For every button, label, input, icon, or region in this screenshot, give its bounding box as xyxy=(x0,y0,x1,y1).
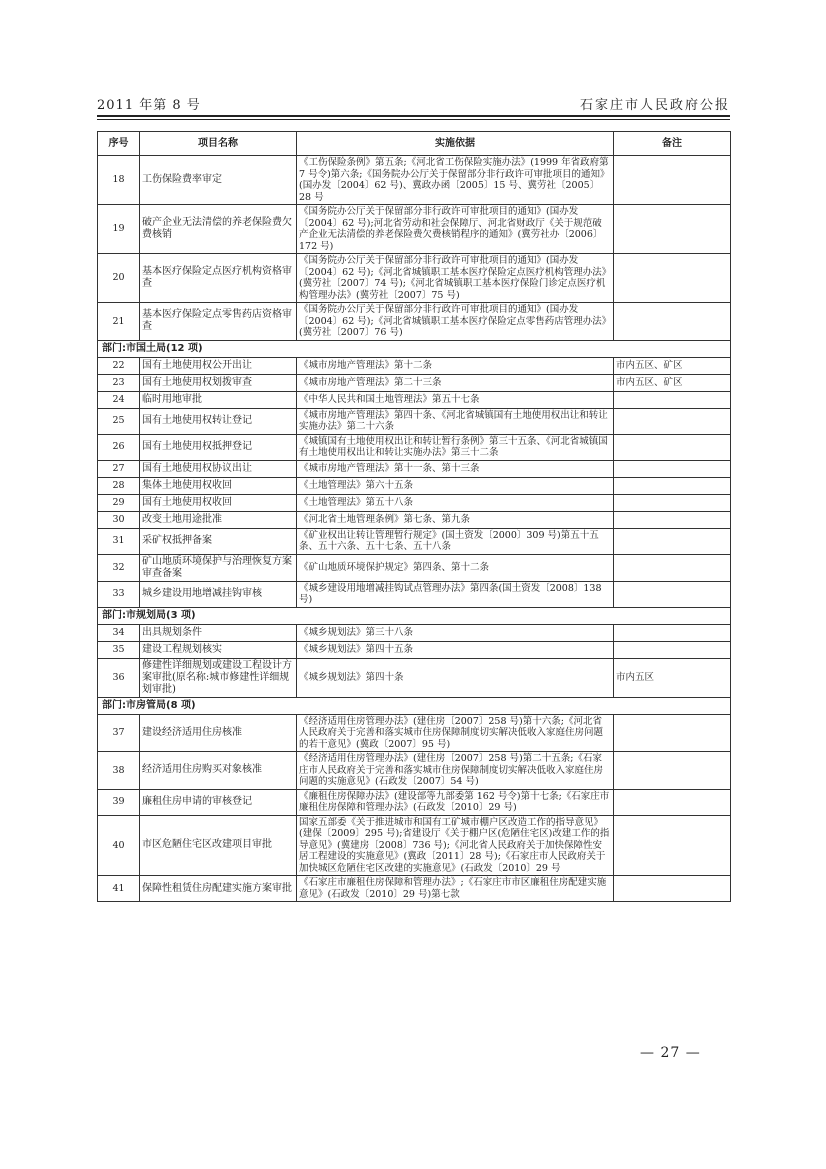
item-name: 城乡建设用地增减挂钩审核 xyxy=(140,581,297,607)
table-row xyxy=(98,460,731,477)
table-row xyxy=(98,374,731,391)
item-basis: 《矿业权出让转让管理暂行规定》(国土资发〔2000〕309 号)第五十五条、五十六条、五十七条、五十八条 xyxy=(297,528,614,554)
item-name: 修建性详细规划或建设工程设计方案审批(原名称:城市修建性详细规划审批) xyxy=(140,658,297,697)
issue-label: 2011 年第 8 号 xyxy=(97,98,201,113)
item-number: 24 xyxy=(98,391,140,408)
department-row xyxy=(98,607,731,624)
department-label: 部门:市房管局(8 项) xyxy=(98,697,731,714)
item-name: 国有土地使用权公开出让 xyxy=(140,357,297,374)
item-note xyxy=(614,876,731,902)
item-name: 廉租住房申请的审核登记 xyxy=(140,789,297,815)
item-number: 36 xyxy=(98,658,140,697)
item-number: 19 xyxy=(98,205,140,254)
table-row xyxy=(98,641,731,658)
item-name: 建设工程规划核实 xyxy=(140,641,297,658)
item-name: 市区危陋住宅区改建项目审批 xyxy=(140,815,297,876)
table-row xyxy=(98,303,731,341)
item-name: 矿山地质环境保护与治理恢复方案审查备案 xyxy=(140,554,297,581)
header-rule-thick xyxy=(97,115,730,117)
item-number: 20 xyxy=(98,254,140,303)
table-row xyxy=(98,477,731,494)
item-number: 26 xyxy=(98,434,140,460)
item-basis: 《城市房地产管理法》第二十三条 xyxy=(297,374,614,391)
table-row xyxy=(98,714,731,752)
item-note xyxy=(614,434,731,460)
table-row xyxy=(98,528,731,554)
item-basis: 国家五部委《关于推进城市和国有工矿城市棚户区改造工作的指导意见》(建保〔2009〕295 号);省建设厅《关于棚户区(危陋住宅区)改建工作的指导意见》(冀建房〔2008〕736 号);《河北省人民政府关于加快保障性安居工程建设的实施意见》(冀政〔2011〕28 号);《石家庄市人民政府关于加快城区危陋住宅区改建的实施意见》(石政发〔2010〕29 号 xyxy=(297,815,614,876)
table-row xyxy=(98,156,731,205)
item-name: 国有土地使用权转让登记 xyxy=(140,408,297,434)
item-name: 破产企业无法清偿的养老保险费欠费核销 xyxy=(140,205,297,254)
item-note xyxy=(614,408,731,434)
table-row xyxy=(98,789,731,815)
table-row xyxy=(98,205,731,254)
item-name: 国有土地使用权划拨审查 xyxy=(140,374,297,391)
column-header-name: 项目名称 xyxy=(140,132,297,156)
item-name: 国有土地使用权收回 xyxy=(140,494,297,511)
item-note xyxy=(614,789,731,815)
table-row xyxy=(98,391,731,408)
item-name: 国有土地使用权抵押登记 xyxy=(140,434,297,460)
table-row xyxy=(98,815,731,876)
item-name: 采矿权抵押备案 xyxy=(140,528,297,554)
item-note xyxy=(614,391,731,408)
table-row xyxy=(98,554,731,581)
item-number: 37 xyxy=(98,714,140,752)
item-number: 39 xyxy=(98,789,140,815)
item-basis: 《城市房地产管理法》第四十条、《河北省城镇国有土地使用权出让和转让实施办法》第二十六条 xyxy=(297,408,614,434)
item-name: 工伤保险费率审定 xyxy=(140,156,297,205)
table-row xyxy=(98,511,731,528)
item-note xyxy=(614,477,731,494)
item-name: 保障性租赁住房配建实施方案审批 xyxy=(140,876,297,902)
column-header-number: 序号 xyxy=(98,132,140,156)
item-note xyxy=(614,581,731,607)
item-number: 18 xyxy=(98,156,140,205)
item-number: 35 xyxy=(98,641,140,658)
item-basis: 《城乡规划法》第四十五条 xyxy=(297,641,614,658)
item-note xyxy=(614,303,731,341)
item-note xyxy=(614,528,731,554)
item-note xyxy=(614,714,731,752)
item-basis: 《城市房地产管理法》第十一条、第十三条 xyxy=(297,460,614,477)
item-name: 基本医疗保险定点零售药店资格审查 xyxy=(140,303,297,341)
item-name: 国有土地使用权协议出让 xyxy=(140,460,297,477)
table-row xyxy=(98,581,731,607)
item-basis: 《经济适用住房管理办法》(建住房〔2007〕258 号)第二十五条;《石家庄市人民政府关于完善和落实城市住房保障制度切实解决低收入家庭住房问题的实施意见》(石政发〔2007〕54 号) xyxy=(297,752,614,790)
item-number: 27 xyxy=(98,460,140,477)
item-note xyxy=(614,554,731,581)
item-basis: 《城乡规划法》第四十条 xyxy=(297,658,614,697)
item-basis: 《城镇国有土地使用权出让和转让暂行条例》第三十五条、《河北省城镇国有土地使用权出让和转让实施办法》第三十二条 xyxy=(297,434,614,460)
item-basis: 《城乡建设用地增减挂钩试点管理办法》第四条(国土资发〔2008〕138 号) xyxy=(297,581,614,607)
item-basis: 《土地管理法》第六十五条 xyxy=(297,477,614,494)
table-row xyxy=(98,624,731,641)
column-header-note: 备注 xyxy=(614,132,731,156)
header-rule-thin xyxy=(97,119,730,120)
item-number: 29 xyxy=(98,494,140,511)
item-name: 改变土地用途批准 xyxy=(140,511,297,528)
item-basis: 《石家庄市廉租住房保障和管理办法》;《石家庄市市区廉租住房配建实施意见》(石政发〔2010〕29 号)第七款 xyxy=(297,876,614,902)
item-note xyxy=(614,494,731,511)
item-note: 市内五区、矿区 xyxy=(614,374,731,391)
item-note xyxy=(614,815,731,876)
item-number: 41 xyxy=(98,876,140,902)
item-number: 40 xyxy=(98,815,140,876)
item-note xyxy=(614,752,731,790)
item-note xyxy=(614,624,731,641)
table-row xyxy=(98,876,731,902)
column-header-basis: 实施依据 xyxy=(297,132,614,156)
department-row xyxy=(98,340,731,357)
table-row xyxy=(98,494,731,511)
page-header xyxy=(97,94,730,114)
item-number: 32 xyxy=(98,554,140,581)
item-name: 集体土地使用权收回 xyxy=(140,477,297,494)
table-row xyxy=(98,658,731,697)
table-row xyxy=(98,357,731,374)
item-note xyxy=(614,205,731,254)
page-number: — 27 — xyxy=(640,1045,701,1061)
item-basis: 《国务院办公厅关于保留部分非行政许可审批项目的通知》(国办发〔2004〕62 号);《河北省城镇职工基本医疗保险定点零售药店管理办法》(冀劳社〔2007〕76 号) xyxy=(297,303,614,341)
item-number: 21 xyxy=(98,303,140,341)
department-label: 部门:市国土局(12 项) xyxy=(98,340,731,357)
item-note: 市内五区 xyxy=(614,658,731,697)
item-basis: 《土地管理法》第五十八条 xyxy=(297,494,614,511)
item-note xyxy=(614,254,731,303)
item-number: 33 xyxy=(98,581,140,607)
item-name: 基本医疗保险定点医疗机构资格审查 xyxy=(140,254,297,303)
item-number: 31 xyxy=(98,528,140,554)
table-body xyxy=(98,156,731,902)
table-row xyxy=(98,752,731,790)
item-basis: 《廉租住房保障办法》(建设部等九部委第 162 号令)第十七条;《石家庄市廉租住房保障和管理办法》(石政发〔2010〕29 号) xyxy=(297,789,614,815)
table-row xyxy=(98,434,731,460)
item-number: 25 xyxy=(98,408,140,434)
item-name: 临时用地审批 xyxy=(140,391,297,408)
item-basis: 《城乡规划法》第三十八条 xyxy=(297,624,614,641)
item-basis: 《国务院办公厅关于保留部分非行政许可审批项目的通知》(国办发〔2004〕62 号);河北省劳动和社会保障厅、河北省财政厅《关于规范破产企业无法清偿的养老保险费欠费核销程序的通知》(冀劳社办〔2006〕172 号) xyxy=(297,205,614,254)
item-basis: 《工伤保险条例》第五条;《河北省工伤保险实施办法》(1999 年省政府第 7 号令)第六条;《国务院办公厅关于保留部分非行政许可审批项目的通知》(国办发〔2004〕62 号)、冀政办函〔2005〕15 号、冀劳社〔2005〕28 号 xyxy=(297,156,614,205)
item-basis: 《矿山地质环境保护规定》第四条、第十二条 xyxy=(297,554,614,581)
item-name: 经济适用住房购买对象核准 xyxy=(140,752,297,790)
item-note xyxy=(614,641,731,658)
item-note xyxy=(614,460,731,477)
items-table xyxy=(97,131,731,902)
item-number: 38 xyxy=(98,752,140,790)
item-number: 23 xyxy=(98,374,140,391)
table-row xyxy=(98,254,731,303)
item-note xyxy=(614,511,731,528)
item-number: 30 xyxy=(98,511,140,528)
department-row xyxy=(98,697,731,714)
item-basis: 《河北省土地管理条例》第七条、第九条 xyxy=(297,511,614,528)
item-basis: 《中华人民共和国土地管理法》第五十七条 xyxy=(297,391,614,408)
table-header-row xyxy=(98,132,731,156)
item-note xyxy=(614,156,731,205)
department-label: 部门:市规划局(3 项) xyxy=(98,607,731,624)
item-number: 34 xyxy=(98,624,140,641)
item-name: 建设经济适用住房核准 xyxy=(140,714,297,752)
item-number: 28 xyxy=(98,477,140,494)
item-basis: 《国务院办公厅关于保留部分非行政许可审批项目的通知》(国办发〔2004〕62 号);《河北省城镇职工基本医疗保险定点医疗机构管理办法》(冀劳社〔2007〕74 号);《河北省城镇职工基本医疗保险门诊定点医疗机构管理办法》(冀劳社〔2007〕75 号) xyxy=(297,254,614,303)
item-number: 22 xyxy=(98,357,140,374)
item-basis: 《城市房地产管理法》第十二条 xyxy=(297,357,614,374)
publication-title: 石家庄市人民政府公报 xyxy=(579,98,730,113)
item-note: 市内五区、矿区 xyxy=(614,357,731,374)
item-name: 出具规划条件 xyxy=(140,624,297,641)
item-basis: 《经济适用住房管理办法》(建住房〔2007〕258 号)第十六条;《河北省人民政府关于完善和落实城市住房保障制度切实解决低收入家庭住房问题的若干意见》(冀政〔2007〕95 号) xyxy=(297,714,614,752)
table-row xyxy=(98,408,731,434)
